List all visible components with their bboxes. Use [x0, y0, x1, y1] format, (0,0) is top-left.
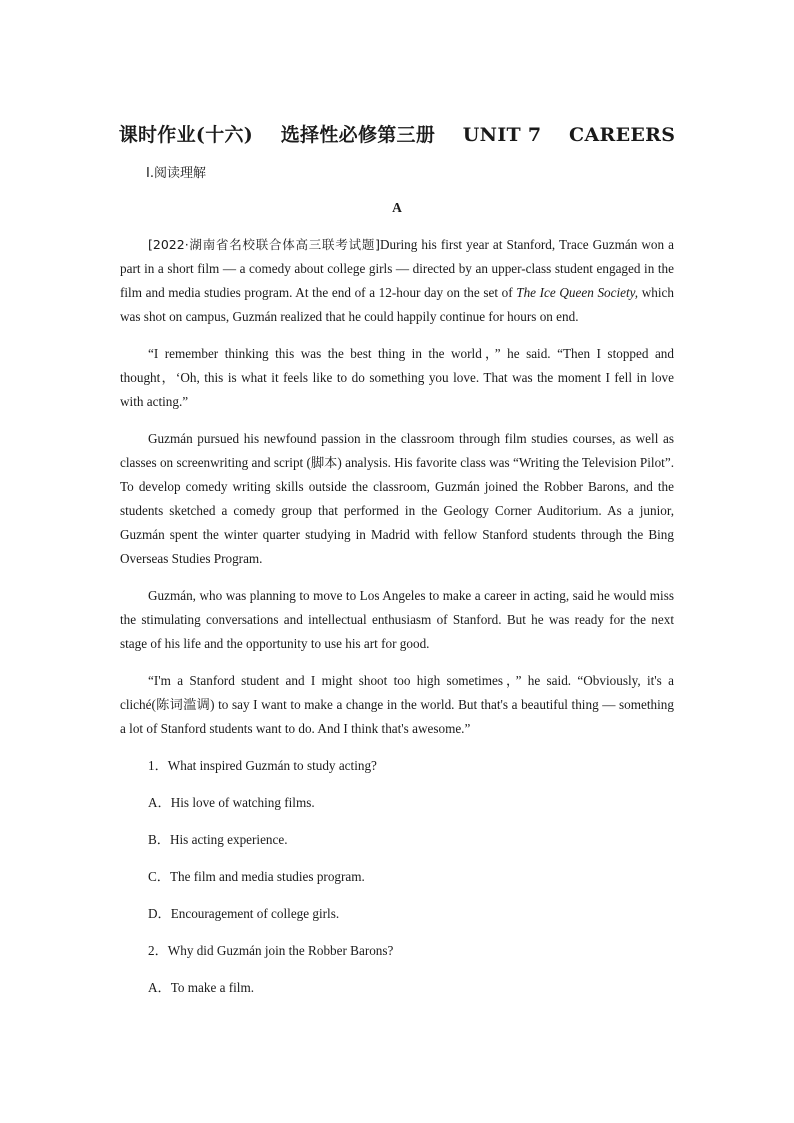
question-1-option-b: B．His acting experience.	[148, 832, 288, 847]
paragraph-1-text-b: which was shot on campus, Guzmán realized that he could happily continue for hours on end.	[120, 285, 674, 324]
paragraph-1	[120, 233, 674, 329]
question-1-option-c: C．The film and media studies program.	[148, 869, 365, 884]
question-2-stem: 2．Why did Guzmán join the Robber Barons?	[148, 943, 394, 958]
question-1-option-d: D．Encouragement of college girls.	[148, 906, 340, 921]
paragraph-5: “I'm a Stanford student and I might shoot too high sometimes，” he said. “Obviously, it's a cliché(陈词滥调) to say I want to make a change in the world. But that's a beautiful thing — something a lot of Stanford students want to do. And I think that's awesome.”	[120, 673, 674, 736]
paragraph-2: “I remember thinking this was the best thing in the world，” he said. “Then I stopped and thought，‘Oh, this is what it feels like to do something you love. That was the moment I fell in love with acting.”	[120, 346, 674, 409]
passage-label: A	[392, 200, 402, 215]
question-2-option-a: A．To make a film.	[148, 980, 255, 995]
question-1-stem: 1．What inspired Guzmán to study acting?	[148, 758, 377, 773]
paragraph-4: Guzmán, who was planning to move to Los Angeles to make a career in acting, said he would miss the stimulating conversations and intellectual enthusiasm of Stanford. But he was ready for the next stage of his life and the opportunity to use his art for good.	[120, 588, 674, 651]
source-citation: [2022·湖南省名校联合体高三联考试题]	[148, 237, 380, 252]
film-title: The Ice Queen Society,	[516, 285, 639, 300]
question-1-option-a: A．His love of watching films.	[148, 795, 315, 810]
passage-body	[120, 233, 674, 1013]
section-label: Ⅰ.阅读理解	[146, 166, 206, 181]
page-title: 课时作业(十六) 选择性必修第三册 UNIT 7 CAREERS	[118, 124, 676, 146]
paragraph-3: Guzmán pursued his newfound passion in the classroom through film studies courses, as well as classes on screenwriting and script (脚本) analysis. His favorite class was “Writing the Television Pilot”. To develop comedy writing skills outside the classroom, Guzmán joined the Robber Barons, and the students sketched a comedy group that performed in the Geology Corner Auditorium. As a junior, Guzmán spent the winter quarter studying in Madrid with fellow Stanford students through the Bing Overseas Studies Program.	[120, 431, 674, 566]
paragraph-1-text-a: During his first year at Stanford, Trace Guzmán won a part in a short film — a comedy about college girls — directed by an upper-class student engaged in the film and media studies program. At the end of a 12-hour day on the set of	[120, 237, 674, 300]
